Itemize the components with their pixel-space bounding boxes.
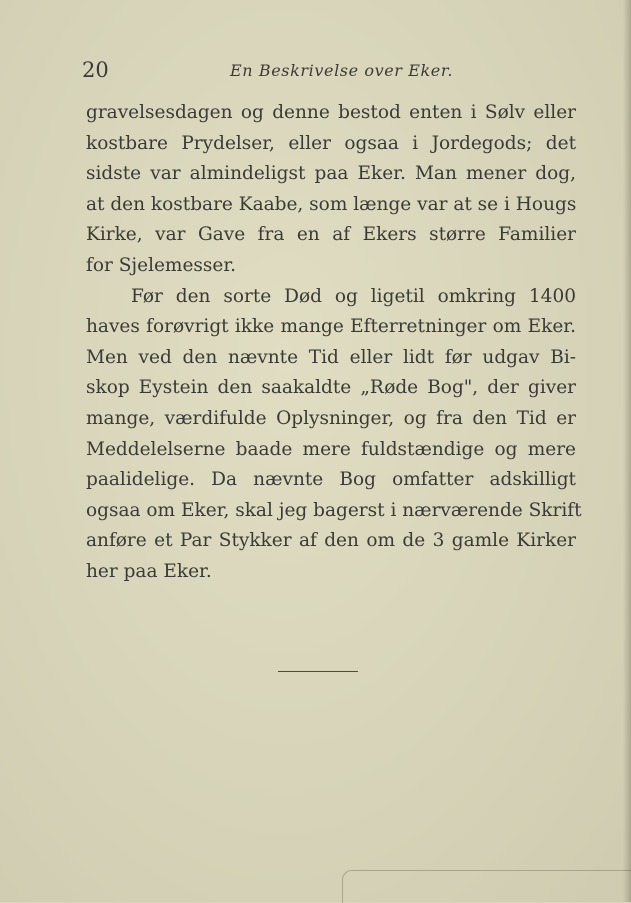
paragraph-1 xyxy=(86,98,576,282)
text-line: Før den sorte Død og ligetil omkring 1400 xyxy=(131,285,576,307)
page-number: 20 xyxy=(82,58,109,82)
text-line: gravelsesdagen og denne bestod enten i Sølv eller xyxy=(86,102,576,123)
text-line: haves forøvrigt ikke mange Efterretninger om Eker. xyxy=(86,316,576,338)
page-edge-shadow xyxy=(623,0,631,902)
text-line: kostbare Prydelser, eller ogsaa i Jordegods; det xyxy=(86,132,576,154)
body-text xyxy=(86,98,582,588)
running-title: En Beskrivelse over Eker. xyxy=(230,61,454,80)
text-line: Kirke, var Gave fra en af Ekers større Familier xyxy=(86,224,576,246)
text-line: ogsaa om Eker, skal jeg bagerst i nærværende Skrift xyxy=(86,499,582,521)
text-line: for Sjelemesser. xyxy=(86,254,237,276)
text-line: Men ved den nævnte Tid eller lidt før udgav Bi- xyxy=(86,346,576,368)
text-line: sidste var almindeligst paa Eker. Man mener dog, xyxy=(86,163,576,185)
text-line: paalidelige. Da nævnte Bog omfatter adskilligt xyxy=(86,469,576,491)
paragraph-2 xyxy=(86,282,582,588)
section-end-rule xyxy=(278,671,358,672)
text-line: Meddelelserne baade mere fuldstændige og mere xyxy=(86,438,576,460)
text-line: skop Eystein den saakaldte „Røde Bog", der giver xyxy=(86,377,576,399)
text-line: anføre et Par Stykker af den om de 3 gamle Kirker xyxy=(86,530,576,552)
text-line: mange, værdifulde Oplysninger, og fra den Tid er xyxy=(86,407,576,429)
text-line: her paa Eker. xyxy=(86,560,212,582)
page-header xyxy=(82,56,552,86)
paper-crease xyxy=(342,870,631,903)
text-line: at den kostbare Kaabe, som længe var at se i Hougs xyxy=(86,193,577,215)
